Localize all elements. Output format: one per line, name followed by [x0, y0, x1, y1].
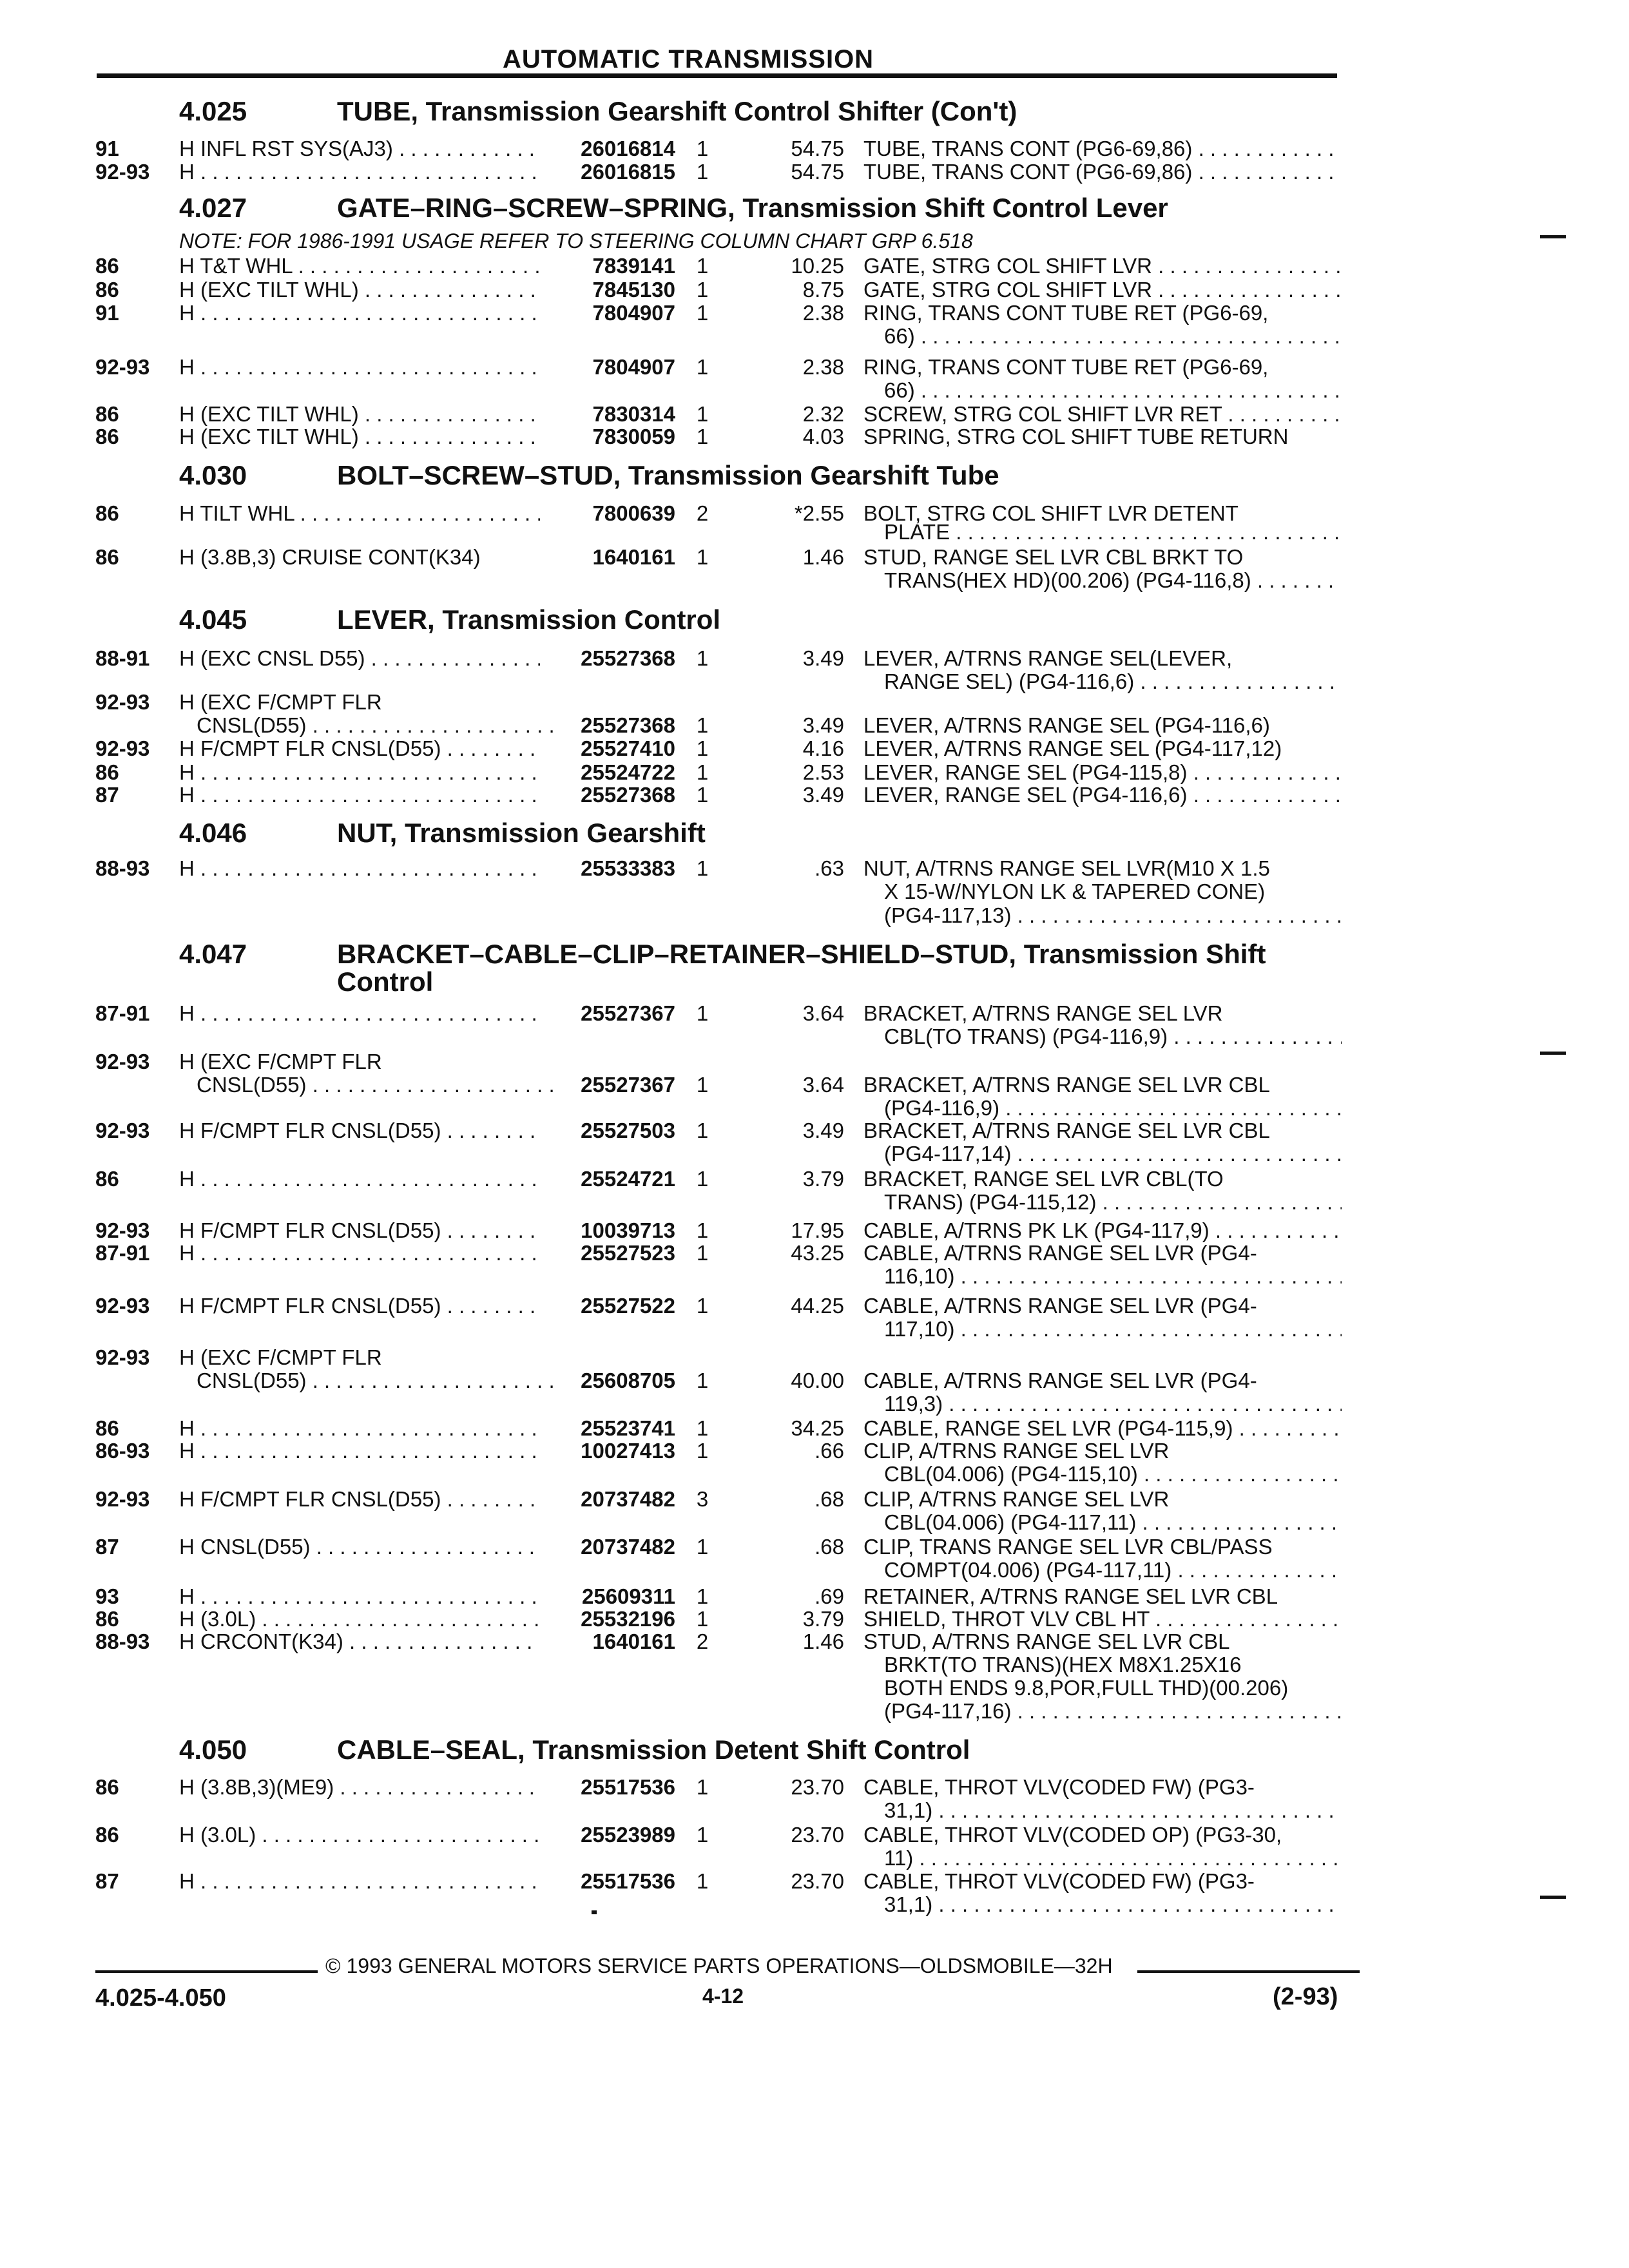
usage-desc: H (EXC F/CMPT FLR — [179, 1345, 382, 1369]
quantity: 1 — [696, 1218, 709, 1242]
usage-desc: H (3.8B,3) CRUISE CONT(K34) — [179, 545, 481, 569]
price: 3.64 — [802, 1073, 844, 1097]
footer-section-range: 4.025-4.050 — [95, 1984, 226, 2012]
quantity: 2 — [696, 501, 709, 525]
quantity: 1 — [696, 425, 709, 448]
part-name: SPRING, STRG COL SHIFT TUBE RETURN — [863, 425, 1289, 448]
quantity: 1 — [696, 160, 709, 184]
part-name: STUD, A/TRNS RANGE SEL LVR CBL — [863, 1629, 1230, 1653]
quantity: 1 — [696, 1607, 709, 1631]
section-title-cont: Control — [337, 966, 434, 997]
footer-page-number: 4-12 — [702, 1984, 744, 2008]
price: 2.53 — [802, 760, 844, 784]
price: 1.46 — [802, 545, 844, 569]
usage-desc: H . . . — [179, 159, 540, 185]
margin-mark — [1540, 235, 1566, 238]
price: 2.38 — [802, 355, 844, 379]
section-title: NUT, Transmission Gearshift — [337, 818, 706, 848]
part-number: 7839141 — [592, 254, 675, 278]
part-number: 25523989 — [581, 1823, 675, 1847]
parts-row-cont — [0, 713, 1353, 738]
part-name-cont: 116,10) . . . — [884, 1264, 1342, 1289]
model-year: 92-93 — [95, 1119, 150, 1142]
usage-desc: H . . . — [179, 1869, 540, 1894]
parts-row — [0, 401, 1353, 427]
quantity: 1 — [696, 1535, 709, 1559]
section-number: 4.025 — [179, 96, 247, 126]
price: 3.79 — [802, 1607, 844, 1631]
model-year: 92-93 — [95, 690, 150, 714]
quantity: 1 — [696, 545, 709, 569]
parts-row — [0, 1416, 1353, 1441]
quantity: 1 — [696, 137, 709, 160]
model-year: 87 — [95, 1535, 119, 1559]
part-number: 25533383 — [581, 856, 675, 880]
part-number: 20737482 — [581, 1535, 675, 1559]
usage-desc: H (EXC TILT WHL) . . . — [179, 277, 540, 303]
parts-row — [0, 1486, 1353, 1512]
price: 3.64 — [802, 1001, 844, 1025]
quantity: 1 — [696, 278, 709, 302]
parts-row — [0, 159, 1353, 185]
part-number: 25524721 — [581, 1167, 675, 1191]
quantity: 1 — [696, 736, 709, 760]
stray-mark — [592, 1910, 597, 1914]
parts-row — [0, 1049, 1353, 1075]
quantity: 2 — [696, 1629, 709, 1653]
parts-row — [0, 424, 1353, 450]
parts-row — [0, 1629, 1353, 1655]
parts-row — [0, 689, 1353, 715]
quantity: 1 — [696, 1869, 709, 1893]
part-name-cont: TRANS) (PG4-115,12) . . . — [884, 1189, 1342, 1215]
part-number: 25532196 — [581, 1607, 675, 1631]
parts-row — [0, 1118, 1353, 1144]
part-number: 26016815 — [581, 160, 675, 184]
usage-desc: H F/CMPT FLR CNSL(D55) . . . — [179, 1118, 540, 1144]
usage-desc: H . . . — [179, 782, 540, 808]
model-year: 86 — [95, 1775, 119, 1799]
quantity: 1 — [696, 1369, 709, 1392]
part-name-cont: (PG4-117,13) . . . — [884, 903, 1342, 928]
part-name: CABLE, A/TRNS RANGE SEL LVR (PG4- — [863, 1369, 1257, 1392]
part-name: RING, TRANS CONT TUBE RET (PG6-69, — [863, 355, 1269, 379]
part-number: 25523741 — [581, 1416, 675, 1440]
price: 40.00 — [791, 1369, 844, 1392]
part-name: CLIP, A/TRNS RANGE SEL LVR — [863, 1487, 1170, 1511]
parts-row — [0, 1218, 1353, 1244]
part-number: 25517536 — [581, 1869, 675, 1893]
part-number: 25527367 — [581, 1073, 675, 1097]
model-year: 88-93 — [95, 1629, 150, 1653]
quantity: 1 — [696, 1416, 709, 1440]
price: 23.70 — [791, 1869, 844, 1893]
usage-desc: H F/CMPT FLR CNSL(D55) . . . — [179, 1218, 540, 1244]
parts-row — [0, 300, 1353, 326]
usage-desc: H TILT WHL . . . — [179, 501, 540, 526]
part-number: 10027413 — [581, 1439, 675, 1463]
part-name: NUT, A/TRNS RANGE SEL LVR(M10 X 1.5 — [863, 856, 1270, 880]
quantity: 1 — [696, 1439, 709, 1463]
footer-date: (2-93) — [1273, 1983, 1338, 2010]
part-name: CABLE, A/TRNS PK LK (PG4-117,9) . . . — [863, 1218, 1340, 1244]
usage-desc: H T&T WHL . . . — [179, 253, 540, 279]
model-year: 92-93 — [95, 1487, 150, 1511]
part-name: CABLE, A/TRNS RANGE SEL LVR (PG4- — [863, 1294, 1257, 1318]
model-year: 93 — [95, 1584, 119, 1608]
price: 2.32 — [802, 402, 844, 426]
part-name: TUBE, TRANS CONT (PG6-69,86) . . . — [863, 159, 1340, 185]
usage-desc-cont: CNSL(D55) . . . — [197, 713, 557, 738]
usage-desc: H F/CMPT FLR CNSL(D55) . . . — [179, 1293, 540, 1319]
part-name: LEVER, A/TRNS RANGE SEL (PG4-116,6) — [863, 713, 1270, 737]
section-number: 4.027 — [179, 193, 247, 223]
quantity: 1 — [696, 254, 709, 278]
price: 3.49 — [802, 713, 844, 737]
part-name-cont: BOTH ENDS 9.8,POR,FULL THD)(00.206) — [884, 1676, 1289, 1700]
usage-desc: H (EXC CNSL D55) . . . — [179, 646, 540, 671]
part-number: 25608705 — [581, 1369, 675, 1392]
parts-row — [0, 782, 1353, 808]
usage-desc: H . . . — [179, 300, 540, 326]
usage-desc: H (3.8B,3)(ME9) . . . — [179, 1774, 540, 1800]
model-year: 92-93 — [95, 736, 150, 760]
usage-desc: H . . . — [179, 354, 540, 380]
quantity: 1 — [696, 1775, 709, 1799]
section-title: LEVER, Transmission Control — [337, 604, 721, 635]
part-number: 20737482 — [581, 1487, 675, 1511]
page-header: AUTOMATIC TRANSMISSION — [503, 45, 874, 73]
quantity: 1 — [696, 713, 709, 737]
parts-row — [0, 253, 1353, 279]
part-name-cont: 66) . . . — [884, 323, 1342, 349]
parts-row — [0, 646, 1353, 671]
part-name-cont: 11) . . . — [884, 1845, 1342, 1871]
part-name: BOLT, STRG COL SHIFT LVR DETENT — [863, 501, 1239, 525]
part-name: SHIELD, THROT VLV CBL HT . . . — [863, 1606, 1340, 1632]
parts-row-cont — [0, 1072, 1353, 1098]
model-year: 86 — [95, 1416, 119, 1440]
model-year: 92-93 — [95, 1218, 150, 1242]
section-title: GATE–RING–SCREW–SPRING, Transmission Shift Control Lever — [337, 193, 1168, 223]
part-name: SCREW, STRG COL SHIFT LVR RET . . . — [863, 401, 1340, 427]
usage-desc: H . . . — [179, 1438, 540, 1464]
part-number: 25527410 — [581, 736, 675, 760]
part-name-cont: 119,3) . . . — [884, 1391, 1342, 1417]
parts-row — [0, 1774, 1353, 1800]
quantity: 1 — [696, 402, 709, 426]
model-year: 86 — [95, 402, 119, 426]
price: .69 — [815, 1584, 844, 1608]
section-title: TUBE, Transmission Gearshift Control Shifter (Con't) — [337, 96, 1017, 126]
section-number: 4.030 — [179, 460, 247, 490]
price: .68 — [815, 1535, 844, 1559]
part-name: RING, TRANS CONT TUBE RET (PG6-69, — [863, 301, 1269, 325]
usage-desc: H (3.0L) . . . — [179, 1822, 540, 1848]
model-year: 86 — [95, 254, 119, 278]
model-year: 86 — [95, 1823, 119, 1847]
part-name: TUBE, TRANS CONT (PG6-69,86) . . . — [863, 136, 1340, 162]
part-name-cont: CBL(04.006) (PG4-117,11) . . . — [884, 1510, 1342, 1535]
part-name: BRACKET, RANGE SEL LVR CBL(TO — [863, 1167, 1224, 1191]
section-number: 4.046 — [179, 818, 247, 848]
part-number: 7804907 — [592, 355, 675, 379]
model-year: 91 — [95, 301, 119, 325]
part-name: LEVER, RANGE SEL (PG4-116,6) . . . — [863, 782, 1340, 808]
parts-row — [0, 1606, 1353, 1632]
price: *2.55 — [794, 501, 844, 525]
price: .63 — [815, 856, 844, 880]
model-year: 92-93 — [95, 355, 150, 379]
price: 43.25 — [791, 1241, 844, 1265]
parts-row-cont — [0, 1368, 1353, 1394]
quantity: 3 — [696, 1487, 709, 1511]
part-name-cont: TRANS(HEX HD)(00.206) (PG4-116,8) . . . — [884, 568, 1342, 593]
part-number: 25527503 — [581, 1119, 675, 1142]
footer-copyright: © 1993 GENERAL MOTORS SERVICE PARTS OPERATIONS—OLDSMOBILE—32H — [325, 1954, 1113, 1977]
model-year: 92-93 — [95, 1345, 150, 1369]
usage-desc: H F/CMPT FLR CNSL(D55) . . . — [179, 736, 540, 762]
quantity: 1 — [696, 1241, 709, 1265]
part-number: 1640161 — [592, 1629, 675, 1653]
part-number: 10039713 — [581, 1218, 675, 1242]
parts-row — [0, 136, 1353, 162]
model-year: 88-91 — [95, 646, 150, 670]
part-number: 25527522 — [581, 1294, 675, 1318]
part-number: 25609311 — [581, 1584, 675, 1608]
model-year: 86 — [95, 1167, 119, 1191]
part-name: LEVER, RANGE SEL (PG4-115,8) . . . — [863, 760, 1340, 785]
part-name-cont: 117,10) . . . — [884, 1316, 1342, 1342]
part-number: 7830059 — [592, 425, 675, 448]
part-name: LEVER, A/TRNS RANGE SEL(LEVER, — [863, 646, 1233, 670]
part-number: 25527368 — [581, 646, 675, 670]
usage-desc-cont: CNSL(D55) . . . — [197, 1072, 557, 1098]
price: .68 — [815, 1487, 844, 1511]
model-year: 86 — [95, 501, 119, 525]
model-year: 92-93 — [95, 160, 150, 184]
part-name-cont: (PG4-117,16) . . . — [884, 1698, 1342, 1724]
part-name: CABLE, A/TRNS RANGE SEL LVR (PG4- — [863, 1241, 1257, 1265]
usage-desc: H CRCONT(K34) . . . — [179, 1629, 540, 1655]
part-name: BRACKET, A/TRNS RANGE SEL LVR — [863, 1001, 1223, 1025]
part-number: 25527368 — [581, 783, 675, 807]
section-note: NOTE: FOR 1986-1991 USAGE REFER TO STEERING COLUMN CHART GRP 6.518 — [179, 229, 973, 253]
part-name: GATE, STRG COL SHIFT LVR . . . — [863, 253, 1340, 279]
quantity: 1 — [696, 301, 709, 325]
parts-row — [0, 1345, 1353, 1370]
part-number: 26016814 — [581, 137, 675, 160]
price: 54.75 — [791, 160, 844, 184]
price: 23.70 — [791, 1823, 844, 1847]
price: 10.25 — [791, 254, 844, 278]
usage-desc: H . . . — [179, 1166, 540, 1192]
price: 1.46 — [802, 1629, 844, 1653]
model-year: 86 — [95, 278, 119, 302]
model-year: 87 — [95, 783, 119, 807]
parts-row — [0, 1534, 1353, 1560]
part-name-cont: 31,1) . . . — [884, 1892, 1342, 1917]
usage-desc: H (EXC TILT WHL) . . . — [179, 401, 540, 427]
part-name: GATE, STRG COL SHIFT LVR . . . — [863, 277, 1340, 303]
model-year: 86 — [95, 1607, 119, 1631]
part-name-cont: (PG4-117,14) . . . — [884, 1141, 1342, 1167]
part-name-cont: BRKT(TO TRANS)(HEX M8X1.25X16 — [884, 1653, 1242, 1677]
usage-desc: H (EXC F/CMPT FLR — [179, 690, 382, 714]
section-title: CABLE–SEAL, Transmission Detent Shift Control — [337, 1735, 970, 1765]
section-title: BRACKET–CABLE–CLIP–RETAINER–SHIELD–STUD, Transmission Shift — [337, 939, 1266, 969]
price: 4.16 — [802, 736, 844, 760]
model-year: 87 — [95, 1869, 119, 1893]
parts-row — [0, 760, 1353, 785]
usage-desc: H CNSL(D55) . . . — [179, 1534, 540, 1560]
part-name: BRACKET, A/TRNS RANGE SEL LVR CBL — [863, 1073, 1270, 1097]
part-name: CABLE, RANGE SEL LVR (PG4-115,9) . . . — [863, 1416, 1340, 1441]
part-number: 25527523 — [581, 1241, 675, 1265]
part-name: CABLE, THROT VLV(CODED FW) (PG3- — [863, 1775, 1255, 1799]
parts-row — [0, 1584, 1353, 1610]
footer-rule-right — [1137, 1970, 1360, 1973]
model-year: 88-93 — [95, 856, 150, 880]
parts-row — [0, 1293, 1353, 1319]
part-name-cont: PLATE . . . — [884, 519, 1342, 545]
model-year: 92-93 — [95, 1294, 150, 1318]
margin-mark — [1540, 1052, 1566, 1055]
usage-desc: H . . . — [179, 760, 540, 785]
model-year: 87-91 — [95, 1001, 150, 1025]
price: 34.25 — [791, 1416, 844, 1440]
margin-mark — [1540, 1896, 1566, 1899]
quantity: 1 — [696, 760, 709, 784]
price: 17.95 — [791, 1218, 844, 1242]
price: 54.75 — [791, 137, 844, 160]
header-rule — [97, 73, 1337, 78]
usage-desc: H . . . — [179, 1416, 540, 1441]
part-number: 7845130 — [592, 278, 675, 302]
part-name: CLIP, TRANS RANGE SEL LVR CBL/PASS — [863, 1535, 1273, 1559]
section-title: BOLT–SCREW–STUD, Transmission Gearshift Tube — [337, 460, 999, 490]
part-name: CLIP, A/TRNS RANGE SEL LVR — [863, 1439, 1170, 1463]
quantity: 1 — [696, 355, 709, 379]
part-number: 7804907 — [592, 301, 675, 325]
usage-desc: H . . . — [179, 1584, 540, 1610]
usage-desc: H INFL RST SYS(AJ3) . . . — [179, 136, 540, 162]
part-name-cont: RANGE SEL) (PG4-116,6) . . . — [884, 669, 1342, 695]
section-number: 4.047 — [179, 939, 247, 969]
price: 4.03 — [802, 425, 844, 448]
model-year: 86 — [95, 425, 119, 448]
quantity: 1 — [696, 783, 709, 807]
usage-desc: H . . . — [179, 1001, 540, 1026]
price: 2.38 — [802, 301, 844, 325]
parts-row — [0, 354, 1353, 380]
section-number: 4.050 — [179, 1735, 247, 1765]
price: .66 — [815, 1439, 844, 1463]
part-name-cont: COMPT(04.006) (PG4-117,11) . . . — [884, 1557, 1342, 1583]
usage-desc: H . . . — [179, 856, 540, 881]
part-name: CABLE, THROT VLV(CODED OP) (PG3-30, — [863, 1823, 1282, 1847]
price: 44.25 — [791, 1294, 844, 1318]
parts-row — [0, 1438, 1353, 1464]
model-year: 91 — [95, 137, 119, 160]
model-year: 86 — [95, 760, 119, 784]
model-year: 86 — [95, 545, 119, 569]
price: 23.70 — [791, 1775, 844, 1799]
part-number: 7830314 — [592, 402, 675, 426]
part-name-cont: (PG4-116,9) . . . — [884, 1095, 1342, 1121]
part-name-cont: 66) . . . — [884, 378, 1342, 403]
parts-row — [0, 856, 1353, 881]
part-number: 25517536 — [581, 1775, 675, 1799]
model-year: 86-93 — [95, 1439, 150, 1463]
price: 3.49 — [802, 646, 844, 670]
quantity: 1 — [696, 646, 709, 670]
model-year: 87-91 — [95, 1241, 150, 1265]
quantity: 1 — [696, 856, 709, 880]
part-name: RETAINER, A/TRNS RANGE SEL LVR CBL — [863, 1584, 1278, 1608]
price: 3.49 — [802, 783, 844, 807]
footer-rule-left — [95, 1970, 318, 1973]
parts-row — [0, 1869, 1353, 1894]
parts-row — [0, 544, 1353, 570]
price: 3.79 — [802, 1167, 844, 1191]
parts-row — [0, 277, 1353, 303]
part-name-cont: CBL(04.006) (PG4-115,10) . . . — [884, 1461, 1342, 1487]
usage-desc: H (3.0L) . . . — [179, 1606, 540, 1632]
usage-desc: H (EXC F/CMPT FLR — [179, 1050, 382, 1073]
parts-row — [0, 1001, 1353, 1026]
usage-desc: H . . . — [179, 1240, 540, 1266]
part-name-cont: CBL(TO TRANS) (PG4-116,9) . . . — [884, 1024, 1342, 1050]
usage-desc: H (EXC TILT WHL) . . . — [179, 424, 540, 450]
quantity: 1 — [696, 1119, 709, 1142]
quantity: 1 — [696, 1073, 709, 1097]
part-number: 25524722 — [581, 760, 675, 784]
model-year: 92-93 — [95, 1050, 150, 1073]
price: 8.75 — [802, 278, 844, 302]
part-name: STUD, RANGE SEL LVR CBL BRKT TO — [863, 545, 1244, 569]
quantity: 1 — [696, 1823, 709, 1847]
part-number: 7800639 — [592, 501, 675, 525]
part-name: BRACKET, A/TRNS RANGE SEL LVR CBL — [863, 1119, 1270, 1142]
quantity: 1 — [696, 1294, 709, 1318]
parts-row — [0, 1822, 1353, 1848]
parts-row — [0, 1166, 1353, 1192]
quantity: 1 — [696, 1001, 709, 1025]
part-name: CABLE, THROT VLV(CODED FW) (PG3- — [863, 1869, 1255, 1893]
parts-row — [0, 1240, 1353, 1266]
part-number: 1640161 — [592, 545, 675, 569]
usage-desc-cont: CNSL(D55) . . . — [197, 1368, 557, 1394]
quantity: 1 — [696, 1167, 709, 1191]
price: 3.49 — [802, 1119, 844, 1142]
part-name-cont: 31,1) . . . — [884, 1798, 1342, 1823]
part-name: LEVER, A/TRNS RANGE SEL (PG4-117,12) — [863, 736, 1282, 760]
section-number: 4.045 — [179, 604, 247, 635]
part-number: 25527368 — [581, 713, 675, 737]
part-name-cont: X 15-W/NYLON LK & TAPERED CONE) — [884, 879, 1266, 903]
parts-row — [0, 736, 1353, 762]
quantity: 1 — [696, 1584, 709, 1608]
part-number: 25527367 — [581, 1001, 675, 1025]
usage-desc: H F/CMPT FLR CNSL(D55) . . . — [179, 1486, 540, 1512]
